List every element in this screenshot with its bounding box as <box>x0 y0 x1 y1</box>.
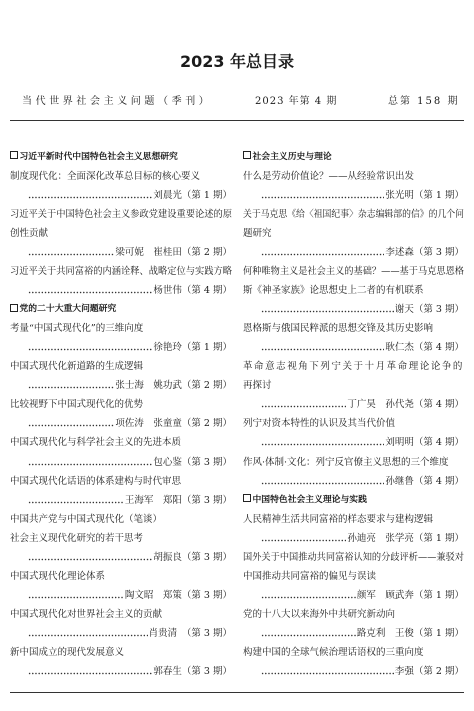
entry-credit-line <box>10 491 232 510</box>
entry-author-issue: 张光明（第 1 期） <box>385 189 464 201</box>
dot-leader <box>261 634 356 637</box>
entry-title-text: 再探讨 <box>243 380 272 392</box>
entry-credit-line <box>243 624 464 643</box>
entry-title-line <box>10 395 232 414</box>
entry-title-line <box>243 643 464 662</box>
journal-name: 当代世界社会主义问题（季刊） <box>22 96 213 107</box>
toc-entry <box>10 395 232 433</box>
entry-author-issue: 徐艳玲（第 1 期） <box>153 342 232 354</box>
section-heading-text: 习近平新时代中国特色社会主义思想研究 <box>19 151 178 162</box>
right-column <box>243 148 464 682</box>
toc-entry <box>10 643 232 681</box>
issue-number: 2023 年第 4 期 <box>255 96 338 107</box>
entry-credit-line <box>243 338 464 357</box>
entry-credit-line <box>10 414 232 433</box>
toc-entry <box>243 414 464 452</box>
bottom-rule <box>10 692 464 693</box>
toc-entry <box>243 548 464 605</box>
entry-title-line <box>243 281 464 300</box>
entry-title-line <box>10 262 232 281</box>
toc-entry <box>243 319 464 357</box>
entry-title-text: 关于马克思《给〈祖国纪事〉杂志编辑部的信》的几个问 <box>243 208 464 220</box>
toc-entry <box>243 205 464 262</box>
section-heading <box>243 148 464 167</box>
entry-author-issue: 颜军 顾武奔（第 1 期） <box>356 589 464 601</box>
entry-title-line <box>10 205 232 224</box>
toc-entry <box>243 605 464 643</box>
section-heading <box>10 300 232 319</box>
dot-leader <box>28 463 152 466</box>
dot-leader <box>261 596 356 599</box>
entry-author-issue: 肖贵清 （第 3 期） <box>148 628 232 640</box>
toc-entry <box>10 567 232 605</box>
entry-title-line <box>10 319 232 338</box>
entry-credit-line <box>243 586 464 605</box>
section-heading <box>243 491 464 510</box>
entry-credit-line <box>243 529 464 548</box>
entry-author-issue: 王海军 郑阳（第 3 期） <box>124 494 232 506</box>
entry-title-text: 题研究 <box>243 227 272 239</box>
toc-entry <box>10 472 232 510</box>
entry-title-line <box>243 548 464 567</box>
entry-credit-line <box>10 624 232 643</box>
dot-leader <box>28 348 152 351</box>
dot-leader <box>28 253 114 256</box>
entry-author-issue: 孙继鲁（第 4 期） <box>385 475 464 487</box>
toc-group-title <box>10 510 232 529</box>
dot-leader <box>28 634 148 637</box>
entry-author-issue: 刘晨光（第 1 期） <box>153 189 232 201</box>
toc-entry <box>10 167 232 205</box>
entry-credit-line <box>10 338 232 357</box>
dot-leader <box>261 348 384 351</box>
entry-author-issue: 李述森（第 3 期） <box>385 246 464 258</box>
entry-title-text: 比较视野下中国式现代化的优势 <box>10 399 144 411</box>
entry-title-text: 中国式现代化话语的体系建构与时代审思 <box>10 475 182 487</box>
entry-author-issue: 谢天（第 3 期） <box>394 304 464 315</box>
entry-title-line <box>10 529 232 548</box>
entry-title-text: 制度现代化：全面深化改革总目标的核心要义 <box>10 170 201 182</box>
entry-title-text: 中国共产党与中国式现代化（笔谈） <box>10 513 163 525</box>
dot-leader <box>28 672 152 675</box>
left-column <box>10 148 232 682</box>
entry-author-issue: 丁广昊 孙代尧（第 4 期） <box>347 399 464 411</box>
entry-title-text: 人民精神生活共同富裕的样态要求与建构逻辑 <box>243 513 434 525</box>
toc-entry <box>10 605 232 643</box>
entry-author-issue: 李强（第 2 期） <box>394 666 464 678</box>
entry-title-line <box>243 319 464 338</box>
entry-author-issue: 项佐涛 张童童（第 2 期） <box>115 418 232 430</box>
entry-title-line <box>243 262 464 281</box>
entry-credit-line <box>243 472 464 491</box>
dot-leader <box>28 501 124 504</box>
square-bullet-icon <box>243 151 251 159</box>
dot-leader <box>261 672 394 675</box>
entry-title-line <box>243 224 464 243</box>
entry-author-issue: 耿仁杰（第 4 期） <box>385 342 464 354</box>
toc-entry <box>243 262 464 319</box>
dot-leader <box>261 405 346 408</box>
entry-title-line <box>10 167 232 186</box>
toc-entry <box>243 357 464 414</box>
page-title: 2023 年总目录 <box>179 52 295 71</box>
entry-title-line <box>243 205 464 224</box>
entry-title-line <box>10 643 232 662</box>
dot-leader <box>28 196 152 199</box>
dot-leader <box>261 310 394 313</box>
entry-title-line <box>243 567 464 586</box>
entry-title-line <box>10 605 232 624</box>
entry-title-text: 创性贡献 <box>10 227 49 239</box>
entry-title-line <box>10 567 232 586</box>
top-rule <box>10 120 464 121</box>
section-heading <box>10 148 232 167</box>
entry-credit-line <box>10 281 232 300</box>
dot-leader <box>28 596 124 599</box>
entry-credit-line <box>10 548 232 567</box>
entry-title-text: 国外关于中国推动共同富裕认知的分歧评析——兼驳对 <box>243 551 464 563</box>
entry-title-line <box>243 357 464 376</box>
entry-credit-line <box>10 586 232 605</box>
entry-credit-line <box>243 243 464 262</box>
entry-title-text: 中国式现代化对世界社会主义的贡献 <box>10 609 163 620</box>
entry-title-text: 什么是劳动价值论？——从经验常识出发 <box>243 170 415 182</box>
square-bullet-icon <box>10 151 18 159</box>
entry-credit-line <box>10 453 232 472</box>
square-bullet-icon <box>10 304 18 312</box>
entry-title-line <box>243 605 464 624</box>
entry-title-text: 中国式现代化新道路的生成逻辑 <box>10 361 144 373</box>
entry-author-issue: 包心鉴（第 3 期） <box>153 456 232 468</box>
entry-credit-line <box>243 395 464 414</box>
entry-author-issue: 梁可妮 崔桂田（第 2 期） <box>115 246 232 258</box>
entry-credit-line <box>10 243 232 262</box>
entry-author-issue: 陶文昭 郑策（第 3 期） <box>124 589 232 601</box>
entry-author-issue: 杨世伟（第 4 期） <box>153 284 232 296</box>
entry-author-issue: 孙迪亮 张学亮（第 1 期） <box>347 532 464 544</box>
section-heading-text: 中国特色社会主义理论与实践 <box>252 494 367 505</box>
entry-title-text: 革命意志视角下列宁关于十月革命理论论争的 <box>243 361 464 373</box>
total-issue-number: 总第 158 期 <box>388 96 460 107</box>
entry-title-text: 列宁对资本特性的认识及其当代价值 <box>243 418 396 430</box>
dot-leader <box>261 196 384 199</box>
entry-credit-line <box>10 376 232 395</box>
dot-leader <box>261 539 346 542</box>
entry-title-text: 何种唯物主义是社会主义的基础？——基于马克思恩格 <box>243 265 464 277</box>
toc-entry <box>10 319 232 357</box>
toc-entry <box>243 167 464 205</box>
entry-title-line <box>243 376 464 395</box>
toc-entry <box>10 205 232 262</box>
entry-title-text: 党的十八大以来海外中共研究新动向 <box>243 609 396 620</box>
entry-title-line <box>10 357 232 376</box>
entry-title-text: 构建中国的全球气候治理话语权的三重向度 <box>243 647 424 659</box>
entry-title-line <box>10 472 232 491</box>
toc-entry <box>243 510 464 548</box>
entry-title-text: 恩格斯与俄国民粹派的思想交锋及其历史影响 <box>243 323 434 335</box>
entry-title-line <box>243 414 464 433</box>
entry-title-text: 新中国成立的现代发展意义 <box>10 647 125 659</box>
toc-entry <box>10 433 232 471</box>
entry-title-text: 社会主义现代化研究的若干思考 <box>10 532 144 544</box>
toc-entry <box>10 262 232 300</box>
entry-credit-line <box>10 662 232 681</box>
entry-title-line <box>243 510 464 529</box>
section-heading-text: 社会主义历史与理论 <box>252 151 332 162</box>
entry-title-text: 斯《神圣家族》论思想史上二者的有机联系 <box>243 284 424 296</box>
entry-credit-line <box>243 433 464 452</box>
entry-author-issue: 路克利 王俊（第 1 期） <box>356 628 464 640</box>
dot-leader <box>261 443 384 446</box>
entry-credit-line <box>243 662 464 681</box>
entry-author-issue: 胡振良（第 3 期） <box>153 551 232 563</box>
entry-author-issue: 刘明明（第 4 期） <box>385 437 464 449</box>
entry-title-line <box>10 433 232 452</box>
entry-title-line <box>243 453 464 472</box>
entry-credit-line <box>243 300 464 319</box>
entry-title-text: 中国式现代化与科学社会主义的先进本质 <box>10 437 182 449</box>
entry-author-issue: 张士海 姚功武（第 2 期） <box>115 380 232 392</box>
dot-leader <box>261 482 384 485</box>
toc-entry <box>10 529 232 567</box>
entry-author-issue: 郭春生（第 3 期） <box>153 666 232 678</box>
toc-entry <box>10 357 232 395</box>
dot-leader <box>28 291 152 294</box>
entry-title-text: 中国推动共同富裕的偏见与误读 <box>243 570 377 582</box>
entry-title-text: 习近平关于共同富裕的内涵诠释、战略定位与实践方略 <box>10 265 232 277</box>
entry-title-line <box>243 167 464 186</box>
dot-leader <box>261 253 384 256</box>
entry-title-text: 中国式现代化理论体系 <box>10 570 106 582</box>
dot-leader <box>28 558 152 561</box>
dot-leader <box>28 386 114 389</box>
entry-title-text: 作风·体制·文化：列宁反官僚主义思想的三个维度 <box>243 456 449 468</box>
entry-credit-line <box>243 186 464 205</box>
entry-title-text: 习近平关于中国特色社会主义参政党建设重要论述的原 <box>10 208 232 220</box>
entry-title-line <box>10 510 232 529</box>
entry-credit-line <box>10 186 232 205</box>
section-heading-text: 党的二十大重大问题研究 <box>19 304 117 314</box>
toc-entry <box>243 453 464 491</box>
square-bullet-icon <box>243 494 251 502</box>
entry-title-line <box>10 224 232 243</box>
entry-title-text: 考量“中国式现代化”的三维向度 <box>10 323 144 335</box>
dot-leader <box>28 424 114 427</box>
toc-entry <box>243 643 464 681</box>
